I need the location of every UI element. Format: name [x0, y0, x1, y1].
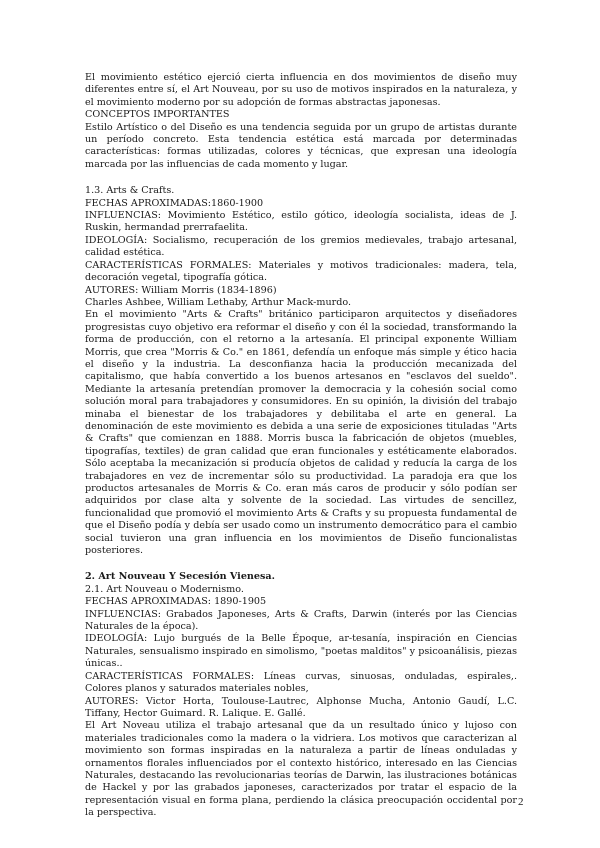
- s2-body: El Art Noveau utiliza el trabajo artesanal que da un resultado único y lujoso con materiales tradicionales como la madera o la vidriera. Los motivos que caracterizan al movimiento son formas inspiradas en la naturaleza a partir de líneas onduladas y ornamentos florales influenciados por el contexto histórico, interesado en las Ciencias Naturales, destacando las revolucionarias teorías de Darwin, las ilustraciones botánicas de Hackel y por las grabados japoneses, caracterizados por tratar el espacio de la representación visual en forma plana, perdiendo la clásica preocupación occidental por la perspectiva.: [85, 720, 517, 819]
- intro-paragraph: El movimiento estético ejerció cierta influencia en dos movimientos de diseño muy diferentes entre sí, el Art Nouveau, por su uso de motivos inspirados en la naturaleza, y el movimiento moderno por su adopción de formas abstractas japonesas.: [85, 72, 517, 108]
- conceptos-paragraph: Estilo Artístico o del Diseño es una tendencia seguida por un grupo de artistas durante un período concreto. Esta tendencia estética está marcada por determinadas características: formas utilizadas, colores y técnicas, que expresan una ideología marcada por las influencias de cada momento y lugar.: [85, 121, 517, 170]
- s2-caracteristicas: CARACTERÍSTICAS FORMALES: Líneas curvas, sinuosas, onduladas, espirales,. Colores planos y saturados materiales nobles,: [85, 670, 517, 695]
- s13-influencias: INFLUENCIAS: Movimiento Estético, estilo gótico, ideología socialista, ideas de J. Ruskin, hermandad prerrafaelita.: [85, 210, 517, 234]
- s13-fechas: FECHAS APROXIMADAS:1860-1900: [85, 197, 264, 209]
- s13-caracteristicas: CARACTERÍSTICAS FORMALES: Materiales y motivos tradicionales: madera, tela, decoración vegetal, tipografía gótica.: [85, 259, 517, 284]
- section-1-3-title: 1.3. Arts & Crafts.: [85, 185, 175, 197]
- s13-autores: AUTORES: William Morris (1834-1896): [85, 284, 277, 296]
- s13-body: En el movimiento "Arts & Crafts" británico participaron arquitectos y diseñadores progresistas cuyo objetivo era reformar el diseño y con él la sociedad, transformando la forma de producción, con el retorno a la artesanía. El principal exponente William Morris, que crea "Morris & Co." en 1861, defendía un enfoque más simple y ético hacia el diseño y la industria. La desconfianza hacia la producción mecanizada del capitalismo, que había convertido a los buenos artesanos en "esclavos del sueldo". Mediante la artesanía pretendían promover la democracia y la cohesión social como solución moral para trabajadores y consumidores. En su opinión, la división del trabajo minaba el bienestar de los trabajadores y debilitaba el arte en general. La denominación de este movimiento es debida a una serie de exposiciones tituladas "Arts & Crafts" que comienzan en 1888. Morris busca la fabricación de objetos (muebles, tipografías, textiles) de gran calidad que eran funcionales y estéticamente elaborados. Sólo aceptaba la mecanización si producía objetos de calidad y reducía la carga de los trabajadores en vez de incrementar sólo su productividad. La paradoja era que los productos artesanales de Morris & Co. eran más caros de producir y sólo podían ser adquiridos por clase alta y solvente de la sociedad. Las virtudes de sencillez, funcionalidad que promovió el movimiento Arts & Crafts y su propuesta fundamental de que el Diseño podía y debía ser usado como un instrumento democrático para el cambio social tuvieron una gran influencia en los movimientos de Diseño funcionalistas posteriores.: [85, 309, 517, 557]
- s2-fechas: FECHAS APROXIMADAS: 1890-1905: [85, 596, 267, 608]
- section-2-1-title: 2.1. Art Nouveau o Modernismo.: [85, 583, 244, 595]
- text-column: [85, 72, 517, 820]
- s2-ideologia: IDEOLOGÍA: Lujo burgués de la Belle Époque, ar-tesanía, inspiración en Ciencias Naturales, sensualismo inspirado en simolismo, "poetas malditos" y psicoanálisis, piezas únicas..: [85, 633, 517, 670]
- page-number: 2: [518, 796, 524, 808]
- s2-influencias: INFLUENCIAS: Grabados Japoneses, Arts & Crafts, Darwin (interés por las Ciencias Naturales de la época).: [85, 608, 517, 633]
- s13-ideologia: IDEOLOGÍA: Socialismo, recuperación de los gremios medievales, trabajo artesanal, calidad estética.: [85, 234, 517, 259]
- conceptos-heading: CONCEPTOS IMPORTANTES: [85, 109, 230, 121]
- section-2-title: 2. Art Nouveau Y Secesión Vienesa.: [85, 571, 275, 583]
- s2-autores: AUTORES: Victor Horta, Toulouse-Lautrec, Alphonse Mucha, Antonio Gaudí, L.C. Tiffany, Hector Guimard. R. Lalique. E. Gallé.: [85, 695, 517, 719]
- s13-autores-2: Charles Ashbee, William Lethaby, Arthur Mack-murdo.: [85, 296, 352, 308]
